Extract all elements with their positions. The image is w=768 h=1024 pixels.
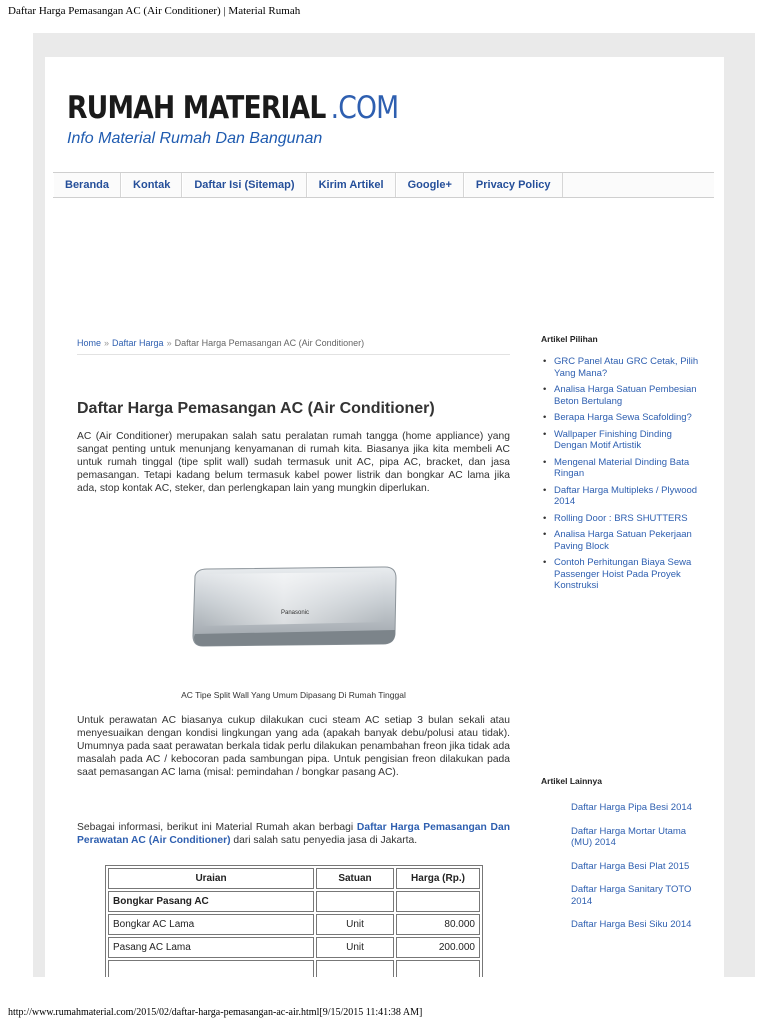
logo-main-text: RUMAH MATERIAL <box>67 90 326 126</box>
image-caption: AC Tipe Split Wall Yang Umum Dipasang Di Rumah Tinggal <box>181 690 406 700</box>
page-content <box>45 57 724 977</box>
table-header-satuan: Satuan <box>316 868 394 889</box>
breadcrumb-divider <box>77 354 510 355</box>
breadcrumb-separator: » <box>166 338 172 348</box>
logo-suffix-text: .COM <box>330 90 399 126</box>
site-logo[interactable] <box>67 90 398 126</box>
table-cell-empty <box>316 960 394 977</box>
table-row <box>108 937 480 958</box>
table-row <box>108 914 480 935</box>
nav-item-kontak[interactable]: Kontak <box>121 173 182 197</box>
breadcrumb <box>77 338 364 348</box>
post-title: Daftar Harga Pemasangan AC (Air Conditioner) <box>77 400 435 417</box>
table-header-uraian: Uraian <box>108 868 314 889</box>
table-cell-uraian: Bongkar AC Lama <box>108 914 314 935</box>
sidebar-heading-artikel-pilihan: Artikel Pilihan <box>541 334 598 344</box>
price-table <box>105 865 483 977</box>
sidebar-link[interactable]: Daftar Harga Sanitary TOTO 2014 <box>571 884 692 907</box>
price-list-link[interactable]: Daftar Harga Pemasangan Dan Perawatan AC (Air Conditioner) <box>77 822 510 846</box>
print-header-title: Daftar Harga Pemasangan AC (Air Conditioner) | Material Rumah <box>8 5 301 17</box>
site-tagline: Info Material Rumah Dan Bangunan <box>67 130 323 147</box>
breadcrumb-home-link[interactable]: Home <box>77 338 102 348</box>
table-cell-empty <box>396 891 480 912</box>
ac-unit-image <box>185 564 400 652</box>
nav-item-beranda[interactable]: Beranda <box>53 173 121 197</box>
sidebar-link[interactable]: • Analisa Harga Satuan Pembesian Beton Bertulang <box>541 384 701 407</box>
sidebar-link[interactable]: • GRC Panel Atau GRC Cetak, Pilih Yang Mana? <box>541 356 701 379</box>
main-nav <box>53 172 714 198</box>
sidebar-link[interactable]: • Wallpaper Finishing Dinding Dengan Motif Artistik <box>541 429 701 452</box>
nav-item-sitemap[interactable]: Daftar Isi (Sitemap) <box>182 173 306 197</box>
sidebar-link[interactable]: • Daftar Harga Multipleks / Plywood 2014 <box>541 485 701 508</box>
print-footer-url: http://www.rumahmaterial.com/2015/02/daftar-harga-pemasangan-ac-air.html[9/15/2015 11:41:38 AM] <box>8 1007 423 1018</box>
nav-item-privacy-policy[interactable]: Privacy Policy <box>464 173 563 197</box>
nav-item-kirim-artikel[interactable]: Kirim Artikel <box>307 173 396 197</box>
sidebar-link[interactable]: Daftar Harga Pipa Besi 2014 <box>571 802 692 813</box>
post-paragraph-maintenance: Untuk perawatan AC biasanya cukup dilakukan cuci steam AC setiap 3 bulan sekali atau menyesuaikan dengan kondisi lingkungan yang ada (apakah banyak debu/polusi atau tidak). Umumnya pada saat perawatan berkala tidak perlu dilakukan penambahan freon jika tidak ada masalah pada AC / kebocoran pada sambungan pipa. Untuk pengisian freon dilakukan pada saat pemasangan AC lama (misal: pemindahan / bongkar pasang AC). <box>77 715 510 778</box>
table-cell-satuan: Unit <box>316 914 394 935</box>
sidebar-heading-artikel-lainnya: Artikel Lainnya <box>541 776 602 786</box>
breadcrumb-current: Daftar Harga Pemasangan AC (Air Conditioner) <box>174 338 365 348</box>
sidebar-list-artikel-pilihan <box>541 356 701 597</box>
sidebar-link[interactable]: • Rolling Door : BRS SHUTTERS <box>541 513 701 525</box>
table-section-label: Bongkar Pasang AC <box>108 891 314 912</box>
table-cell-empty <box>316 891 394 912</box>
table-cell-empty <box>396 960 480 977</box>
nav-item-google-plus[interactable]: Google+ <box>396 173 464 197</box>
table-cell-empty <box>108 960 314 977</box>
table-header-row <box>108 868 480 889</box>
paragraph-text-after: dari salah satu penyedia jasa di Jakarta. <box>230 835 418 846</box>
sidebar-link[interactable]: Daftar Harga Besi Plat 2015 <box>571 860 690 872</box>
table-header-harga: Harga (Rp.) <box>396 868 480 889</box>
sidebar-link[interactable]: • Contoh Perhitungan Biaya Sewa Passenger Hoist Pada Proyek Konstruksi <box>541 557 701 592</box>
table-cell-harga: 80.000 <box>396 914 480 935</box>
sidebar-link[interactable]: • Analisa Harga Satuan Pekerjaan Paving Block <box>541 529 701 552</box>
table-section-row <box>108 891 480 912</box>
ac-brand-label: Panasonic <box>280 610 310 616</box>
paragraph-text-before: Sebagai informasi, berikut ini Material Rumah akan berbagi <box>77 822 357 833</box>
sidebar-link[interactable]: • Berapa Harga Sewa Scafolding? <box>541 412 701 424</box>
breadcrumb-separator: » <box>104 338 110 348</box>
sidebar-link[interactable]: Daftar Harga Besi Siku 2014 <box>571 919 692 930</box>
sidebar-link[interactable]: Daftar Harga Mortar Utama (MU) 2014 <box>571 825 687 848</box>
table-row <box>108 960 480 977</box>
post-paragraph-intro: AC (Air Conditioner) merupakan salah satu peralatan rumah tangga (home appliance) yang sangat penting untuk menunjang kenyamanan di rumah kita. Biasanya jika kita membeli AC untuk rumah tinggal (tipe split wall) sudah termasuk unit AC, pipa AC, bracket, dan jasa pemasangan. Tetapi kadang belum termasuk kabel power listrik dan bongkar AC lama jika ada, stop kontak AC, steker, dan perlengkapan lain yang mungkin diperlukan. <box>77 431 510 494</box>
table-cell-satuan: Unit <box>316 937 394 958</box>
page-background <box>33 33 755 977</box>
table-cell-harga: 200.000 <box>396 937 480 958</box>
sidebar-link[interactable]: • Mengenal Material Dinding Bata Ringan <box>541 457 701 480</box>
sidebar-list-artikel-lainnya <box>541 802 701 943</box>
post-paragraph-info <box>77 821 510 847</box>
table-cell-uraian: Pasang AC Lama <box>108 937 314 958</box>
breadcrumb-category-link[interactable]: Daftar Harga <box>112 338 164 348</box>
